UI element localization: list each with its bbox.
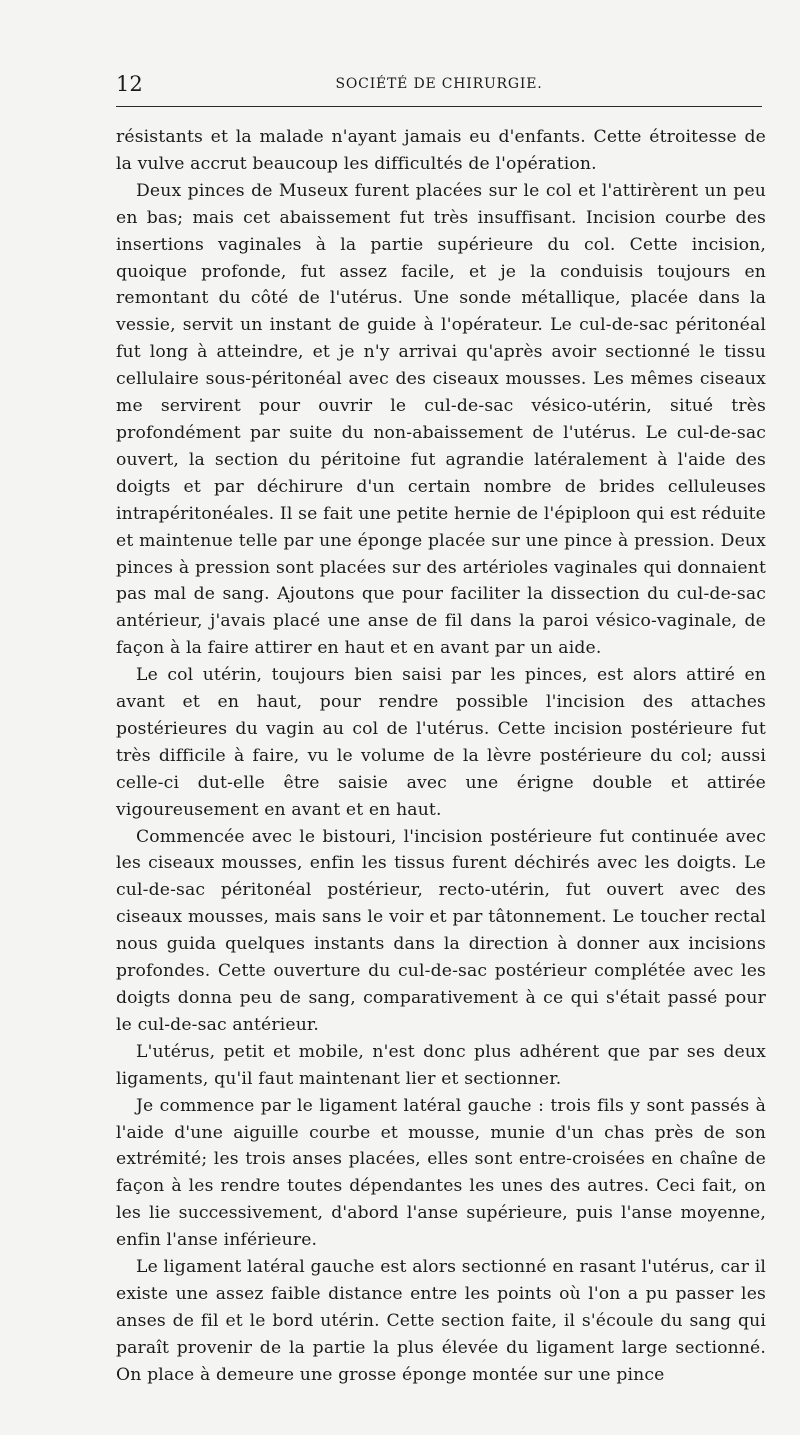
page-header: [116, 70, 762, 106]
paragraph-2: Deux pinces de Museux furent placées sur le col et l'attirèrent un peu en bas; mais cet abaissement fut très insuffisant. Incision courbe des insertions vaginales à la partie supérieure du col. Cette incision, quoique profonde, fut assez facile, et je la conduisis toujours en remontant du côté de l'utérus. Une sonde métallique, placée dans la vessie, servit un instant de guide à l'opérateur. Le cul-de-sac péritonéal fut long à atteindre, et je n'y arrivai qu'après avoir sectionné le tissu cellulaire sous-péritonéal avec des ciseaux mousses. Les mêmes ciseaux me servirent pour ouvrir le cul-de-sac vésico-utérin, situé très profondément par suite du non-abaissement de l'utérus. Le cul-de-sac ouvert, la section du péritoine fut agrandie latéralement à l'aide des doigts et par déchirure d'un certain nombre de brides celluleuses intrapéritonéales. Il se fait une petite hernie de l'épiploon qui est réduite et maintenue telle par une éponge placée sur une pince à pression. Deux pinces à pression sont placées sur des artérioles vaginales qui donnaient pas mal de sang. Ajoutons que pour faciliter la dissection du cul-de-sac antérieur, j'avais placé une anse de fil dans la paroi vésico-vaginale, de façon à la faire attirer en haut et en avant par un aide.: [116, 180, 766, 659]
body-text: [116, 124, 766, 1389]
paragraph-5: L'utérus, petit et mobile, n'est donc plus adhérent que par ses deux ligaments, qu'il faut maintenant lier et sectionner.: [116, 1041, 766, 1089]
paragraph-4: Commencée avec le bistouri, l'incision postérieure fut continuée avec les ciseaux mousses, enfin les tissus furent déchirés avec les doigts. Le cul-de-sac péritonéal postérieur, recto-utérin, fut ouvert avec des ciseaux mousses, mais sans le voir et par tâtonnement. Le toucher rectal nous guida quelques instants dans la direction à donner aux incisions profondes. Cette ouverture du cul-de-sac postérieur complétée avec les doigts donna peu de sang, comparativement à ce qui s'était passé pour le cul-de-sac antérieur.: [116, 826, 766, 1035]
running-head: SOCIÉTÉ DE CHIRURGIE.: [335, 76, 543, 92]
paragraph-1: résistants et la malade n'ayant jamais eu d'enfants. Cette étroitesse de la vulve accrut beaucoup les difficultés de l'opération.: [116, 127, 766, 174]
paragraph-6: Je commence par le ligament latéral gauche : trois fils y sont passés à l'aide d'une aiguille courbe et mousse, munie d'un chas près de son extrémité; les trois anses placées, elles sont entre-croisées en chaîne de façon à les rendre toutes dépendantes les unes des autres. Ceci fait, on les lie successivement, d'abord l'anse supérieure, puis l'anse moyenne, enfin l'anse inférieure.: [116, 1095, 766, 1251]
header-rule: [116, 106, 762, 107]
page-number: 12: [116, 72, 143, 96]
paragraph-3: Le col utérin, toujours bien saisi par les pinces, est alors attiré en avant et en haut, pour rendre possible l'incision des attaches postérieures du vagin au col de l'utérus. Cette incision postérieure fut très difficile à faire, vu le volume de la lèvre postérieure du col; aussi celle-ci dut-elle être saisie avec une érigne double et attirée vigoureusement en avant et en haut.: [116, 665, 766, 820]
paragraph-7: Le ligament latéral gauche est alors sectionné en rasant l'utérus, car il existe une assez faible distance entre les points où l'on a pu passer les anses de fil et le bord utérin. Cette section faite, il s'écoule du sang qui paraît provenir de la partie la plus élevée du ligament large sectionné. On place à demeure une grosse éponge montée sur une pince: [116, 1257, 766, 1385]
